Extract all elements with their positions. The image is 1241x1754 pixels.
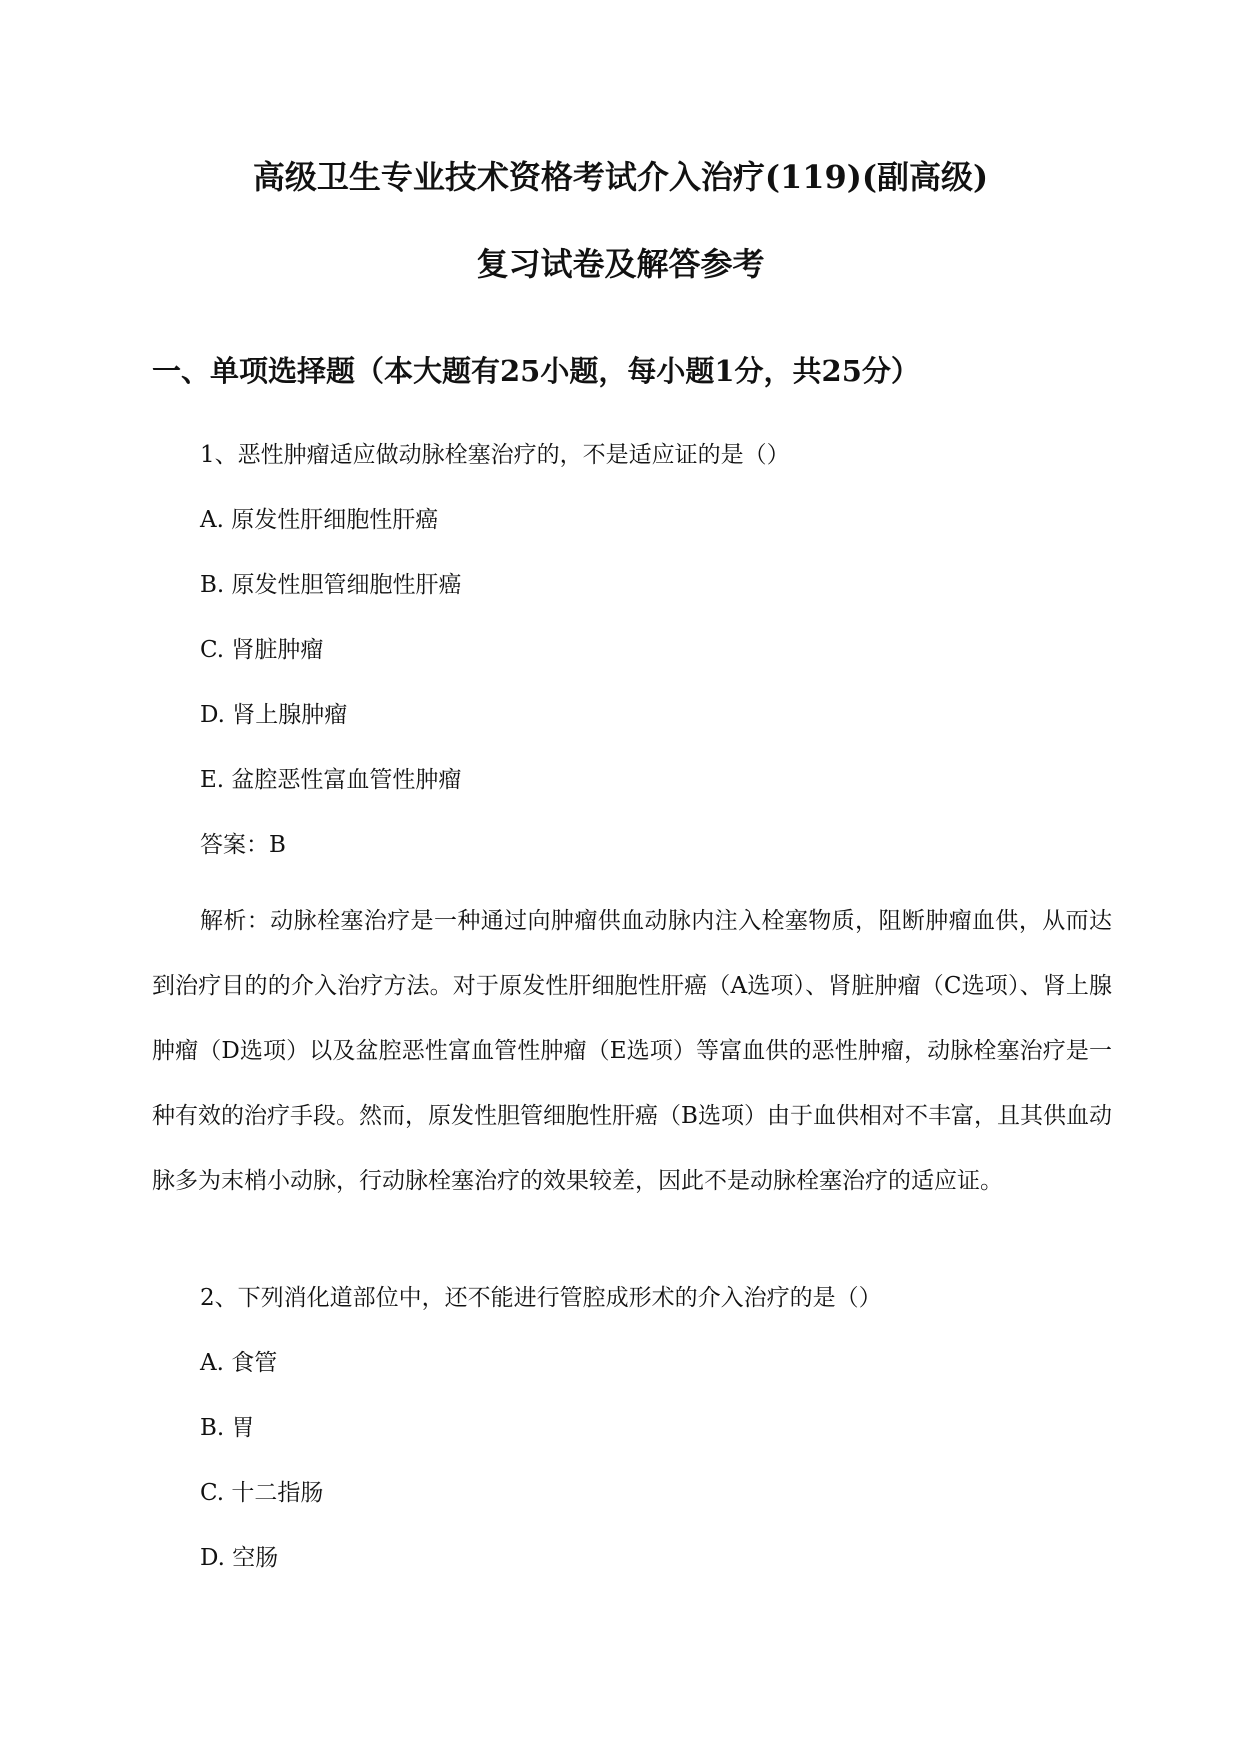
question-2-option-a: A. 食管 [200, 1350, 278, 1376]
question-1-option-b: B. 原发性胆管细胞性肝癌 [200, 572, 462, 598]
question-2-option-b: B. 胃 [200, 1415, 255, 1441]
question-1-answer: 答案：B [200, 832, 286, 858]
question-1-option-e: E. 盆腔恶性富血管性肿瘤 [200, 767, 462, 793]
section-heading: 一、单项选择题（本大题有25小题，每小题1分，共25分） [152, 354, 920, 388]
question-1-option-a: A. 原发性肝细胞性肝癌 [200, 507, 439, 533]
question-2-stem: 2、下列消化道部位中，还不能进行管腔成形术的介入治疗的是（） [200, 1285, 882, 1311]
question-2-option-d: D. 空肠 [200, 1545, 279, 1571]
document-title: 高级卫生专业技术资格考试介入治疗(119)(副高级) [252, 158, 989, 196]
question-1-analysis: 解析：动脉栓塞治疗是一种通过向肿瘤供血动脉内注入栓塞物质，阻断肿瘤血供，从而达到治疗目的的介入治疗方法。对于原发性肝细胞性肝癌（A选项）、肾脏肿瘤（C选项）、肾上腺肿瘤（D选项）以及盆腔恶性富血管性肿瘤（E选项）等富血供的恶性肿瘤，动脉栓塞治疗是一种有效的治疗手段。然而，原发性胆管细胞性肝癌（B选项）由于血供相对不丰富，且其供血动脉多为末梢小动脉，行动脉栓塞治疗的效果较差，因此不是动脉栓塞治疗的适应证。 [152, 908, 1112, 1194]
question-1-option-c: C. 肾脏肿瘤 [200, 637, 324, 663]
question-1-stem: 1、恶性肿瘤适应做动脉栓塞治疗的，不是适应证的是（） [200, 442, 790, 468]
question-2-option-c: C. 十二指肠 [200, 1480, 324, 1506]
document-subtitle: 复习试卷及解答参考 [476, 245, 765, 283]
question-1-option-d: D. 肾上腺肿瘤 [200, 702, 348, 728]
